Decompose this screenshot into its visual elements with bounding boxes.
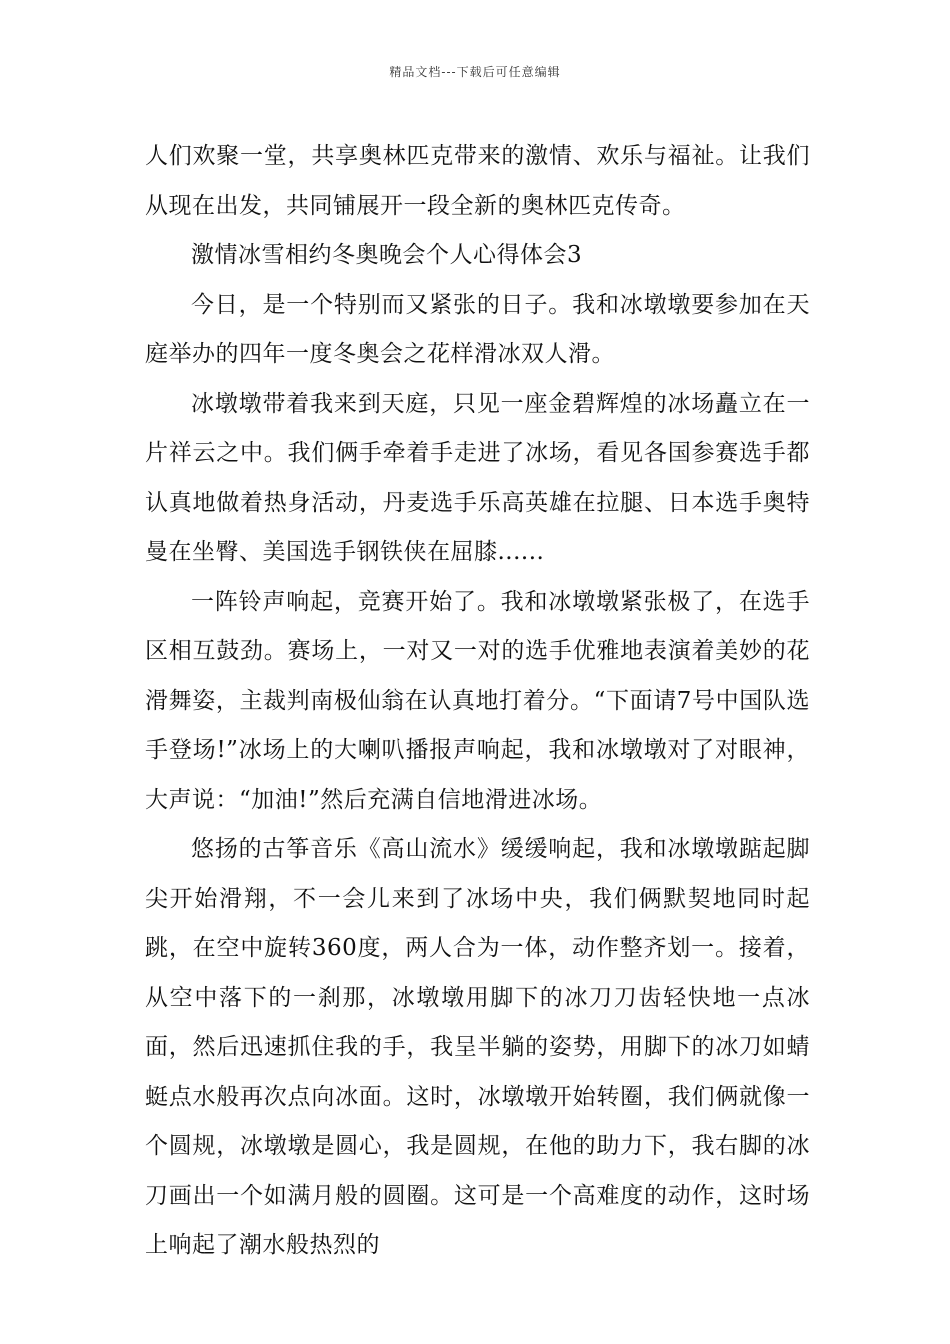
paragraph: 一阵铃声响起，竞赛开始了。我和冰墩墩紧张极了，在选手区相互鼓劲。赛场上，一对又一对的选手优雅地表演着美妙的花滑舞姿，主裁判南极仙翁在认真地打着分。“下面请7号中国队选手登场!”冰场上的大喇叭播报声响起，我和冰墩墩对了对眼神，大声说：“加油!”然后充满自信地滑进冰场。 (145, 588, 810, 813)
paragraph-continued: 人们欢聚一堂，共享奥林匹克带来的激情、欢乐与福祉。让我们从现在出发，共同铺展开一段全新的奥林匹克传奇。 (145, 143, 810, 219)
paragraph: 冰墩墩带着我来到天庭，只见一座金碧辉煌的冰场矗立在一片祥云之中。我们俩手牵着手走进了冰场，看见各国参赛选手都认真地做着热身活动，丹麦选手乐高英雄在拉腿、日本选手奥特曼在坐臀、美国选手钢铁侠在屈膝...... (145, 390, 810, 565)
paragraph: 悠扬的古筝音乐《高山流水》缓缓响起，我和冰墩墩踮起脚尖开始滑翔，不一会儿来到了冰场中央，我们俩默契地同时起跳，在空中旋转360度，两人合为一体，动作整齐划一。接着，从空中落下的一刹那，冰墩墩用脚下的冰刀刀齿轻快地一点冰面，然后迅速抓住我的手，我呈半躺的姿势，用脚下的冰刀如蜻蜓点水般再次点向冰面。这时，冰墩墩开始转圈，我们俩就像一个圆规，冰墩墩是圆心，我是圆规，在他的助力下，我右脚的冰刀画出一个如满月般的圆圈。这可是一个高难度的动作，这时场上响起了潮水般热烈的 (145, 836, 810, 1258)
paragraph: 今日，是一个特别而又紧张的日子。我和冰墩墩要参加在天庭举办的四年一度冬奥会之花样滑冰双人滑。 (145, 291, 810, 367)
page-header: 精品文档---下载后可任意编辑 (389, 65, 561, 79)
document-body (145, 132, 810, 1271)
section-heading: 激情冰雪相约冬奥晚会个人心得体会3 (191, 242, 583, 268)
